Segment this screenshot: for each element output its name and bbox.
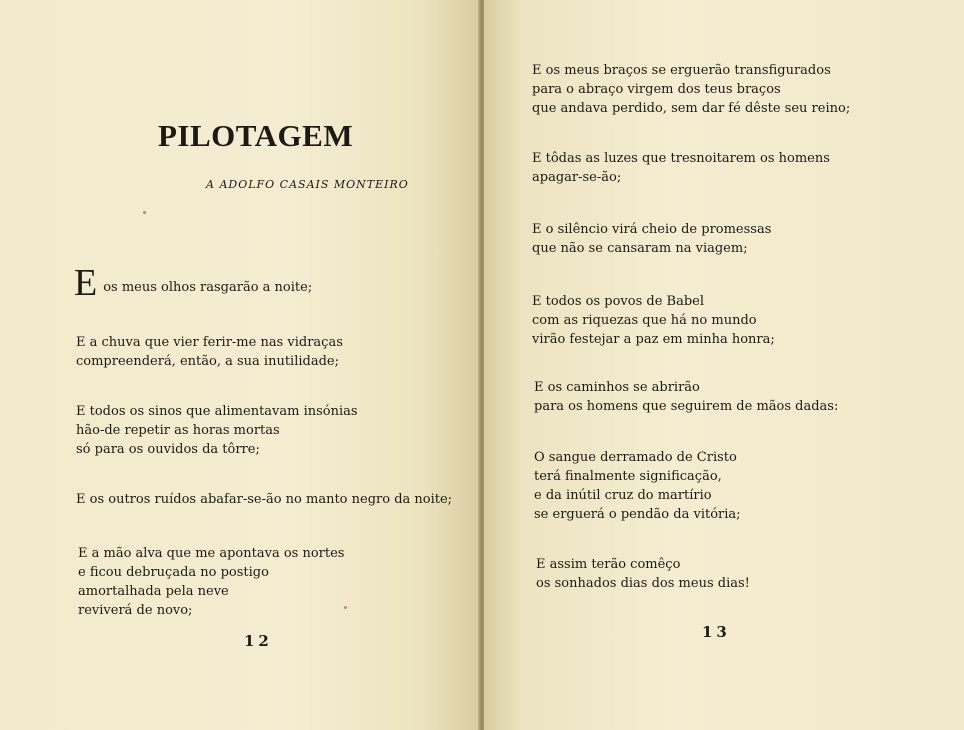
poem-line: compreenderá, então, a sua inutilidade;	[76, 354, 339, 369]
stanza	[532, 292, 775, 349]
poem-line: se erguerá o pendão da vitória;	[534, 507, 741, 522]
poem-line: para o abraço virgem dos teus braços	[532, 82, 781, 97]
poem-line: e ficou debruçada no postigo	[78, 565, 269, 580]
right-page	[484, 0, 964, 730]
left-page	[0, 0, 480, 730]
poem-line: que andava perdido, sem dar fé dêste seu reino;	[532, 101, 851, 116]
poem-line: só para os ouvidos da tôrre;	[76, 442, 260, 457]
stanza	[76, 333, 343, 371]
poem-line: E assim terão comêço	[536, 557, 681, 572]
stanza	[76, 402, 358, 459]
drop-cap: E	[74, 262, 98, 304]
poem-line: E a chuva que vier ferir-me nas vidraças	[76, 335, 343, 350]
poem-line: E a mão alva que me apontava os nortes	[78, 546, 345, 561]
poem-line: E os meus braços se erguerão transfigurados	[532, 63, 831, 78]
stanza	[532, 220, 771, 258]
poem-line: E todos os povos de Babel	[532, 294, 705, 309]
poem-line: O sangue derramado de Cristo	[534, 450, 737, 465]
poem-line: reviverá de novo;	[78, 603, 193, 618]
poem-line: que não se cansaram na viagem;	[532, 241, 748, 256]
stanza	[532, 149, 830, 187]
poem-line: terá finalmente significação,	[534, 469, 722, 484]
poem-line: com as riquezas que há no mundo	[532, 313, 757, 328]
stanza	[534, 378, 838, 416]
stanza	[532, 61, 850, 118]
page-number-left: 12	[244, 632, 273, 650]
poem-line: E todos os sinos que alimentavam insónias	[76, 404, 358, 419]
stanza	[534, 448, 741, 524]
poem-line: E o silêncio virá cheio de promessas	[532, 222, 772, 237]
poem-line: virão festejar a paz em minha honra;	[532, 332, 775, 347]
stanza	[78, 544, 344, 620]
poem-title: PILOTAGEM	[158, 118, 354, 153]
dedication: A ADOLFO CASAIS MONTEIRO	[206, 178, 409, 191]
poem-line: apagar-se-ão;	[532, 170, 622, 185]
paper-speck	[143, 211, 146, 214]
stanza-opening	[74, 262, 313, 304]
page-number-right: 13	[702, 623, 731, 641]
poem-line: os meus olhos rasgarão a noite;	[103, 280, 313, 295]
poem-line: e da inútil cruz do martírio	[534, 488, 712, 503]
poem-line: amortalhada pela neve	[78, 584, 229, 599]
paper-speck	[344, 606, 347, 609]
poem-line: os sonhados dias dos meus dias!	[536, 576, 750, 591]
poem-line: E os outros ruídos abafar-se-ão no manto negro da noite;	[76, 492, 453, 507]
poem-line: E os caminhos se abrirão	[534, 380, 700, 395]
stanza	[76, 490, 452, 509]
poem-line: para os homens que seguirem de mãos dadas:	[534, 399, 839, 414]
poem-line: hão-de repetir as horas mortas	[76, 423, 280, 438]
poem-line: E tôdas as luzes que tresnoitarem os homens	[532, 151, 830, 166]
stanza	[536, 555, 750, 593]
